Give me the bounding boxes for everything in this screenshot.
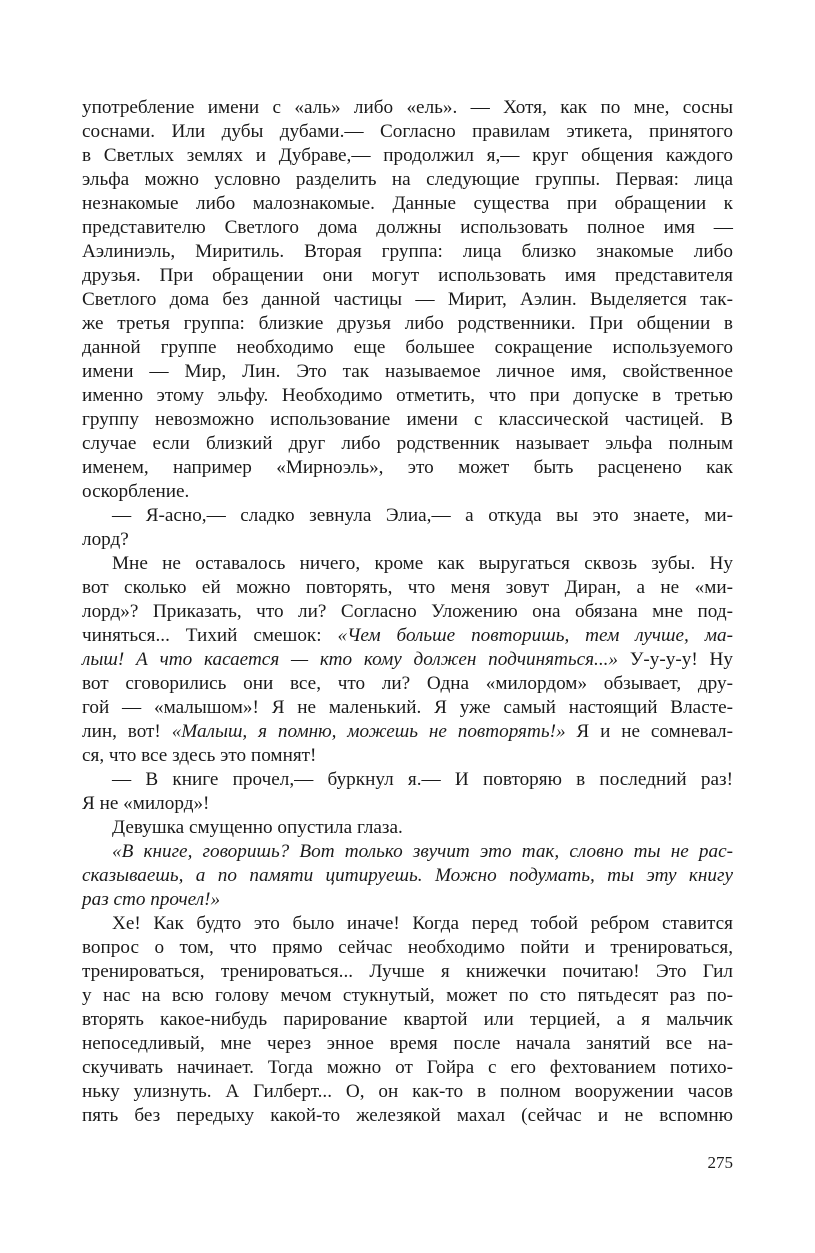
text-line <box>82 624 733 648</box>
text-line: имени — Мир, Лин. Это так называемое личное имя, свойственное <box>82 361 733 382</box>
text-segment: Я и не сомневал- <box>565 721 734 742</box>
text-line: Аэлиниэль, Миритиль. Вторая группа: лица близко знакомые либо <box>82 241 733 262</box>
text-line: представителю Светлого дома должны использовать полное имя — <box>82 217 733 238</box>
text-segment: лин, вот! <box>82 721 172 742</box>
text-line: незнакомые либо малознакомые. Данные существа при обращении к <box>82 193 733 214</box>
text-line: оскорбление. <box>82 481 190 502</box>
text-line: в Светлых землях и Дубраве,— продолжил я,— круг общения каждого <box>82 145 733 166</box>
italic-text-segment: лыш! А что касается — кто кому должен подчиняться...» <box>82 649 619 670</box>
text-line: вторять какое-нибудь парирование квартой или терцией, а я мальчик <box>82 1009 733 1030</box>
text-line: лорд»? Приказать, что ли? Согласно Уложению она обязана мне под- <box>82 601 733 622</box>
italic-text-segment: «Малыш, я помню, можешь не повторять!» <box>171 721 566 742</box>
text-line: лорд? <box>82 529 129 550</box>
text-line: тренироваться, тренироваться... Лучше я книжечки почитаю! Это Гил <box>82 961 733 982</box>
italic-text-segment: «Чем больше повторишь, тем лучше, ма- <box>337 625 733 646</box>
text-line: «В книге, говоришь? Вот только звучит это так, словно ты не рас- <box>112 841 733 862</box>
text-line: скучивать начинает. Тогда можно от Гойра с его фехтованием потихо- <box>82 1057 733 1078</box>
text-line: друзья. При обращении они могут использовать имя представителя <box>82 265 733 286</box>
text-line: Мне не оставалось ничего, кроме как выругаться сквозь зубы. Ну <box>112 553 733 574</box>
text-line: вопрос о том, что прямо сейчас необходимо пойти и тренироваться, <box>82 937 733 958</box>
text-line: случае если близкий друг либо родственник называет эльфа полным <box>82 433 733 454</box>
text-line: пять без передыху какой-то железякой махал (сейчас и не вспомню <box>82 1105 733 1126</box>
text-line: Хе! Как будто это было иначе! Когда перед тобой ребром ставится <box>112 913 733 934</box>
text-line: сказываешь, а по памяти цитируешь. Можно подумать, ты эту книгу <box>82 865 733 886</box>
text-line: — В книге прочел,— буркнул я.— И повторяю в последний раз! <box>112 769 733 790</box>
text-line: — Я-асно,— сладко зевнула Элиа,— а откуда вы это знаете, ми- <box>112 505 733 526</box>
text-line <box>82 648 733 672</box>
text-line: у нас на всю голову мечом стукнутый, может по сто пятьдесят раз по- <box>82 985 733 1006</box>
text-line: же третья группа: близкие друзья либо родственники. При общении в <box>82 313 733 334</box>
text-line: соснами. Или дубы дубами.— Согласно правилам этикета, принятого <box>82 121 733 142</box>
text-line: эльфа можно условно разделить на следующие группы. Первая: лица <box>82 169 733 190</box>
text-line: Светлого дома без данной частицы — Мирит, Аэлин. Выделяется так- <box>82 289 733 310</box>
text-line: данной группе необходимо еще большее сокращение используемого <box>82 337 733 358</box>
page-number: 275 <box>707 1153 733 1172</box>
text-line: вот сговорились они все, что ли? Одна «милордом» обзывает, дру- <box>82 673 733 694</box>
text-line: группу невозможно использование имени с классической частицей. В <box>82 409 733 430</box>
text-line: гой — «малышом»! Я не маленький. Я уже самый настоящий Власте- <box>82 697 733 718</box>
text-line: ся, что все здесь это помнят! <box>82 745 317 766</box>
text-line: раз сто прочел!» <box>82 889 221 910</box>
text-line: именно этому эльфу. Необходимо отметить, что при допуске в третью <box>82 385 733 406</box>
book-page-text <box>82 96 733 1128</box>
text-line: именем, например «Мирноэль», это может быть расценено как <box>82 457 733 478</box>
text-line: вот сколько ей можно повторять, что меня зовут Диран, а не «ми- <box>82 577 733 598</box>
text-line: ньку улизнуть. А Гилберт... О, он как-то в полном вооружении часов <box>82 1081 733 1102</box>
text-segment: чиняться... Тихий смешок: <box>82 625 338 646</box>
text-line: непоседливый, мне через энное время после начала занятий все на- <box>82 1033 733 1054</box>
text-line: Я не «милорд»! <box>82 793 210 814</box>
text-line: употребление имени с «аль» либо «ель». — Хотя, как по мне, сосны <box>82 97 733 118</box>
text-line <box>82 720 733 744</box>
text-segment: У-у-у-у! Ну <box>618 649 733 670</box>
text-line: Девушка смущенно опустила глаза. <box>112 817 403 838</box>
